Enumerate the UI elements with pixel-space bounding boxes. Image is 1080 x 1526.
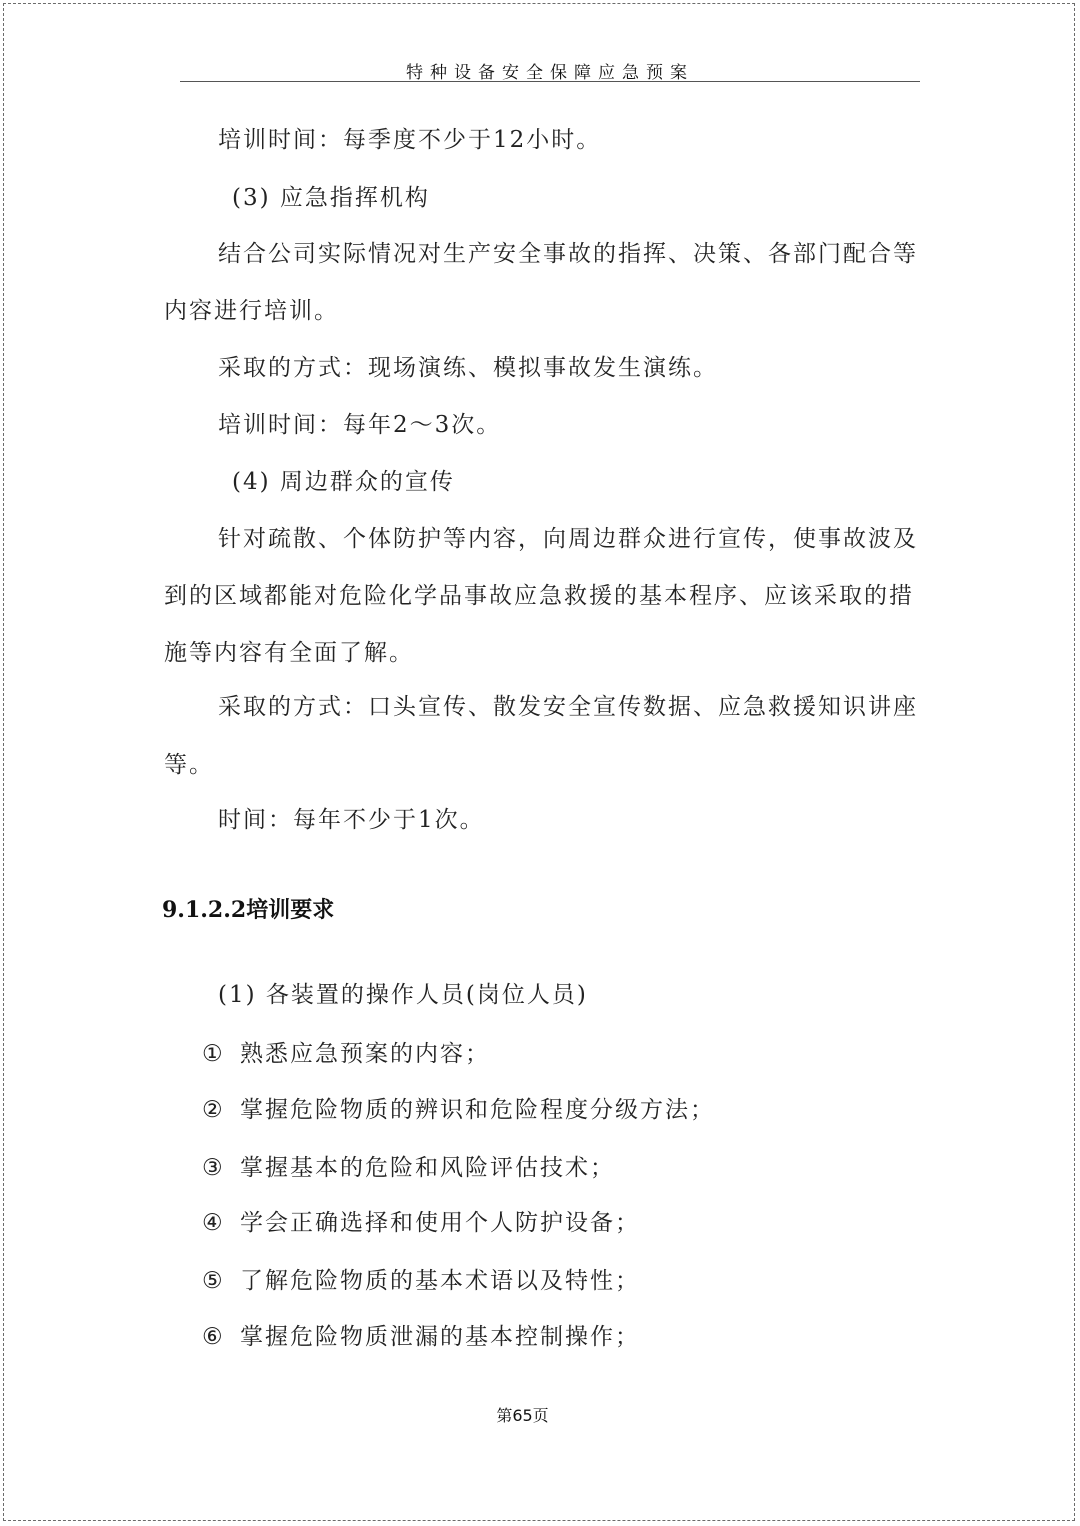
list-item <box>202 1208 640 1238</box>
list-item <box>202 1322 640 1352</box>
item-text: 熟悉应急预案的内容； <box>240 1041 490 1067</box>
item-number: ① <box>202 1041 225 1067</box>
page-number: 第65页 <box>496 1406 549 1425</box>
body-line: 采取的方式：口头宣传、散发安全宣传数据、应急救援知识讲座 <box>218 694 918 720</box>
item-number: ③ <box>202 1155 225 1181</box>
body-line: 施等内容有全面了解。 <box>164 640 414 666</box>
body-line: 培训时间：每季度不少于12小时。 <box>218 127 602 153</box>
body-line: 到的区域都能对危险化学品事故应急救援的基本程序、应该采取的措 <box>164 583 914 609</box>
item-text: 学会正确选择和使用个人防护设备； <box>240 1210 640 1236</box>
item-number: ⑤ <box>202 1268 225 1294</box>
body-line: 时间：每年不少于1次。 <box>218 807 485 833</box>
list-item <box>202 1153 615 1183</box>
list-item <box>202 1039 490 1069</box>
body-line: 结合公司实际情况对生产安全事故的指挥、决策、各部门配合等 <box>218 241 918 267</box>
item-text: 了解危险物质的基本术语以及特性； <box>240 1268 640 1294</box>
body-line: 针对疏散、个体防护等内容，向周边群众进行宣传，使事故波及 <box>218 526 918 552</box>
subsection-title: (1) 各装置的操作人员(岗位人员) <box>218 982 588 1008</box>
body-line: 等。 <box>164 752 214 778</box>
subsection-title: (3) 应急指挥机构 <box>232 185 430 211</box>
item-text: 掌握危险物质的辨识和危险程度分级方法； <box>240 1097 715 1123</box>
page-header-title: 特种设备安全保障应急预案 <box>406 63 694 83</box>
item-number: ⑥ <box>202 1324 225 1350</box>
body-line: 培训时间：每年2～3次。 <box>218 412 502 438</box>
item-number: ② <box>202 1097 225 1123</box>
item-number: ④ <box>202 1210 225 1236</box>
list-item <box>202 1266 640 1296</box>
body-line: 内容进行培训。 <box>164 298 339 324</box>
body-line: 采取的方式：现场演练、模拟事故发生演练。 <box>218 355 718 381</box>
list-item <box>202 1095 715 1125</box>
item-text: 掌握危险物质泄漏的基本控制操作； <box>240 1324 640 1350</box>
header-rule <box>180 81 920 82</box>
section-heading: 9.1.2.2培训要求 <box>162 897 335 923</box>
subsection-title: (4) 周边群众的宣传 <box>232 469 455 495</box>
item-text: 掌握基本的危险和风险评估技术； <box>240 1155 615 1181</box>
